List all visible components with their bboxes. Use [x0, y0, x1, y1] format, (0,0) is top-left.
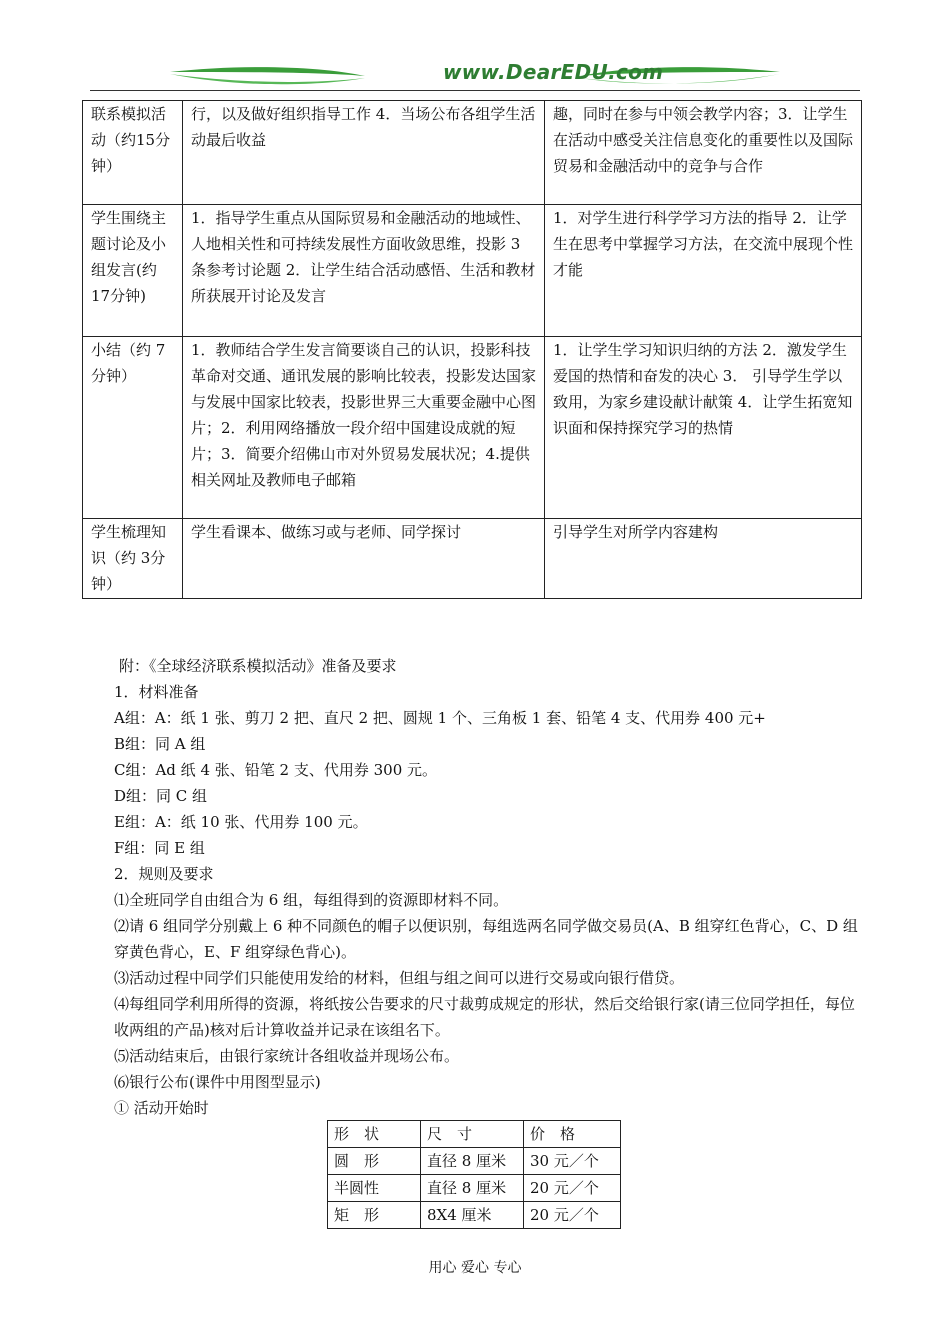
rule-item: ⑷每组同学利用所得的资源，将纸按公告要求的尺寸裁剪成规定的形状，然后交给银行家(请三位同学担任，每位收两组的产品)核对后计算收益并记录在该组名下。 — [114, 995, 855, 1039]
page-footer: 用心 爱心 专心 — [428, 1260, 522, 1276]
header-divider — [90, 90, 860, 91]
shape-cell: 半圆性 — [328, 1175, 421, 1202]
stage-cell: 小结（约 7分钟） — [83, 337, 183, 519]
material-item: C组：Ad 纸 4 张、铅笔 2 支、代用券 300 元。 — [114, 761, 438, 779]
teacher-activity-cell: 1．教师结合学生发言简要谈自己的认识，投影科技革命对交通、通讯发展的影响比较表，投影发达国家与发展中国家比较表，投影世界三大重要金融中心图片；2．利用网络播放一段介绍中国建设成就的短片；3．简要介绍佛山市对外贸易发展状况；4.提供相关网址及教师电子邮箱 — [183, 337, 545, 519]
teacher-activity-cell: 学生看课本、做练习或与老师、同学探讨 — [183, 519, 545, 599]
table-row — [83, 337, 862, 519]
stage-cell: 学生围绕主题讨论及小组发言(约 17分钟) — [83, 205, 183, 337]
table-header-row — [328, 1121, 621, 1148]
rule-item: ⑹银行公布(课件中用图型显示) — [114, 1073, 321, 1091]
rule-item: ⑴全班同学自由组合为 6 组，每组得到的资源即材料不同。 — [114, 891, 509, 909]
column-header: 形 状 — [328, 1121, 421, 1148]
section-heading: 1．材料准备 — [114, 683, 199, 701]
material-item: E组：A：纸 10 张、代用券 100 元。 — [114, 813, 368, 831]
table-row — [328, 1175, 621, 1202]
price-cell: 20 元／个 — [524, 1175, 621, 1202]
rule-item: ⑵请 6 组同学分别戴上 6 种不同颜色的帽子以便识别，每组选两名同学做交易员(A、B 组穿红色背心，C、D 组穿黄色背心，E、F 组穿绿色背心)。 — [114, 917, 858, 961]
size-cell: 8X4 厘米 — [421, 1202, 524, 1229]
rule-item: ⑶活动过程中同学们只能使用发给的材料，但组与组之间可以进行交易或向银行借贷。 — [114, 969, 685, 987]
material-item: A组：A：纸 1 张、剪刀 2 把、直尺 2 把、圆规 1 个、三角板 1 套、铅笔 4 支、代用券 400 元+ — [114, 709, 766, 727]
table-row — [83, 519, 862, 599]
shape-cell: 圆 形 — [328, 1148, 421, 1175]
size-cell: 直径 8 厘米 — [421, 1148, 524, 1175]
lesson-table — [82, 100, 862, 599]
stage-cell: 学生梳理知识（约 3分钟） — [83, 519, 183, 599]
stage-cell: 联系模拟活动（约15分钟） — [83, 101, 183, 205]
price-cell: 20 元／个 — [524, 1202, 621, 1229]
shape-cell: 矩 形 — [328, 1202, 421, 1229]
table-row — [83, 101, 862, 205]
site-logo-banner — [90, 58, 860, 90]
table-row — [328, 1202, 621, 1229]
site-logo-text: www.DearEDU.com — [443, 60, 664, 84]
design-intent-cell: 趣，同时在参与中领会教学内容；3．让学生在活动中感受关注信息变化的重要性以及国际贸易和金融活动中的竞争与合作 — [545, 101, 862, 205]
sub-heading: ① 活动开始时 — [114, 1099, 209, 1117]
column-header: 价 格 — [524, 1121, 621, 1148]
design-intent-cell: 1．对学生进行科学学习方法的指导 2．让学生在思考中掌握学习方法，在交流中展现个性才能 — [545, 205, 862, 337]
section-heading: 2．规则及要求 — [114, 865, 214, 883]
material-item: B组：同 A 组 — [114, 735, 206, 753]
size-cell: 直径 8 厘米 — [421, 1175, 524, 1202]
column-header: 尺 寸 — [421, 1121, 524, 1148]
appendix-section — [114, 653, 864, 1121]
material-item: D组：同 C 组 — [114, 787, 208, 805]
price-table — [327, 1120, 621, 1229]
rule-item: ⑸活动结束后，由银行家统计各组收益并现场公布。 — [114, 1047, 460, 1065]
design-intent-cell: 引导学生对所学内容建构 — [545, 519, 862, 599]
teacher-activity-cell: 行，以及做好组织指导工作 4．当场公布各组学生活动最后收益 — [183, 101, 545, 205]
table-row — [83, 205, 862, 337]
material-item: F组：同 E 组 — [114, 839, 205, 857]
teacher-activity-cell: 1．指导学生重点从国际贸易和金融活动的地域性、人地相关性和可持续发展性方面收敛思维，投影 3 条参考讨论题 2．让学生结合活动感悟、生活和教材所获展开讨论及发言 — [183, 205, 545, 337]
design-intent-cell: 1．让学生学习知识归纳的方法 2．激发学生爱国的热情和奋发的决心 3． 引导学生学以致用，为家乡建设献计献策 4．让学生拓宽知识面和保持探究学习的热情 — [545, 337, 862, 519]
price-cell: 30 元／个 — [524, 1148, 621, 1175]
table-row — [328, 1148, 621, 1175]
appendix-title: 附：《全球经济联系模拟活动》准备及要求 — [119, 657, 397, 675]
